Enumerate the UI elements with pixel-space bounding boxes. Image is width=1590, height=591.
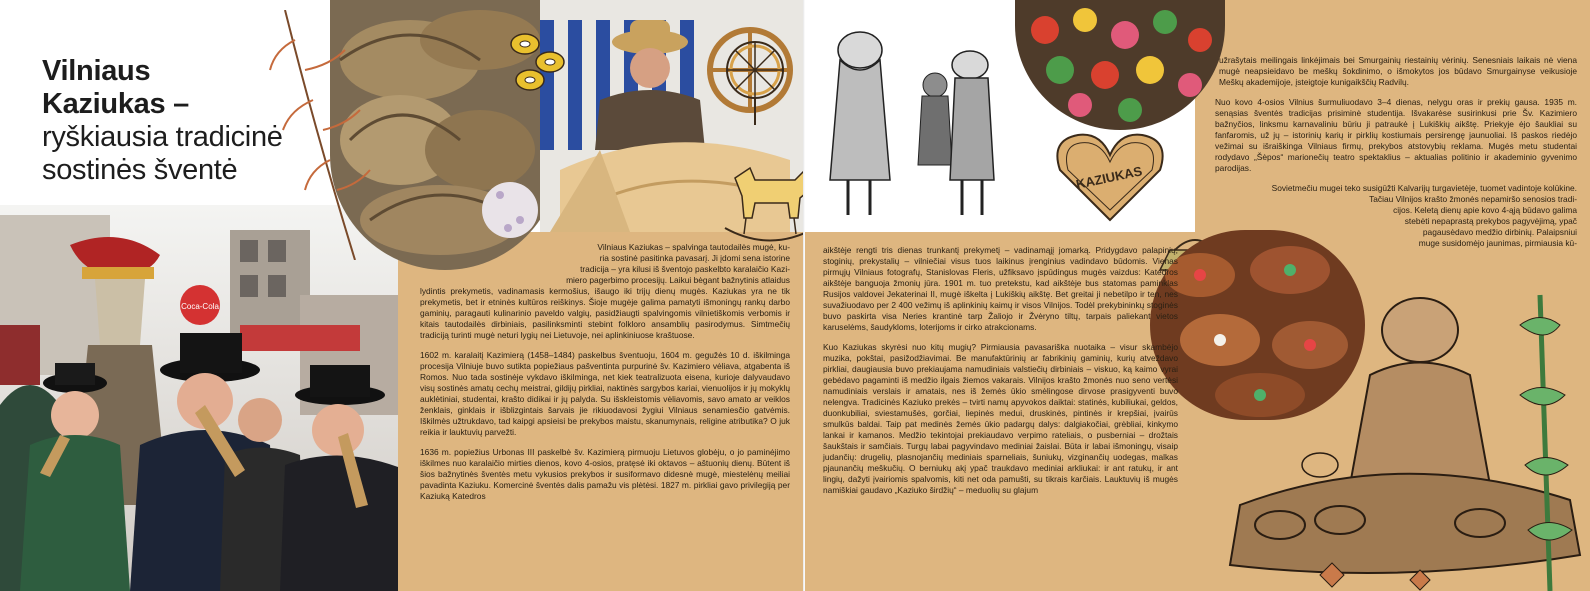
history-paragraph: 1602 m. karalaitį Kazimierą (1458–1484) paskelbus šventuoju, 1604 m. gegužės 10 d. iškilminga procesija Vilniuje buvo sutikta popiežiaus pašventinta purpurinė šv. Kazimiero vėliava, atgabenta iš Romos. Nuo tada sostinėje vykdavo iškilminga, net kiek teatralizuota eisena, kurioje dalyvaudavo visų sostinės amatų cechų meistrai, gildijų pirkliai, naktinės sargybos kariai, vienuolijos ir jų mokyklų auklėtiniai, studentai, krašto didikai ir jų palyda. Su išskleistomis vėliavomis, savo amato ar veiklos ženklais, ginklais ir išblizgintais šarvais jie rikiuodavosi žygiui Vilniaus senamiesčio gatvėmis. Iškilmės užtrukdavo, tad kaipgi apsieisi be prekybos maistu, skanumynais, religine atributika? O juk reikia ir lauktuvių parvežti. — [420, 350, 790, 437]
procession-photo-image — [0, 205, 398, 591]
bagels-sketch — [500, 22, 580, 102]
intro-line-1: Vilniaus Kaziukas – spalvinga tautodailės mugė, ku- — [597, 242, 790, 252]
intro-line-4: miero pagerbimo procesijų. Laikui bėgant bažnytinis atlaidus — [566, 275, 790, 285]
right-page — [805, 0, 1590, 591]
soviet-line-5: pagausėdavo medžio dirbinių. Palaipsniui — [1422, 227, 1577, 237]
spinning-wheel-sketch — [720, 35, 790, 125]
soviet-line-3: cijos. Keletą dienų apie kovo 4-ąją būdavo galima — [1393, 205, 1577, 215]
heart-label: KAZIUKAS — [1074, 163, 1144, 192]
soviet-line-1: Sovietmečiu mugei teko susigūžti Kalvarijų turgavietėje, tuomet vadintoje kolūkine. — [1271, 183, 1577, 193]
bears-paragraph: užrašytais meilingais linkėjimais bei Smurgainių riestainių vėrinių. Senesniais laikais nė viena mugė neapsieidavo be meškų šokdinimo, o išmokytos jos būdavo Smurgainyse veikusioje Meškų akademijoje, įsteigtoje kunigaikščių Radvilų. — [1219, 55, 1577, 87]
kaziukas-heart-sketch — [1050, 130, 1170, 225]
poster-label: Coca-Cola — [181, 302, 219, 311]
right-column-text — [1215, 55, 1577, 249]
soviet-line-6: muge susidomėjo jaunimas, pirmiausia kū- — [1418, 238, 1577, 248]
title-line-2: Kaziukas – — [42, 88, 189, 120]
jomarkas-paragraph: aikštėje rengti tris dienas trunkantį prekymetį – vadinamąjį jomarką. Pridygdavo palapinių, stoginių, prekystalių – vilniečiai visus tuos laikinus įrenginius vadindavo būdomis. Vienas pirmųjų Vilniaus fotografų, Stanislovas Fleris, užfiksavo įspūdingus mugės vaizdus: Katedros aikštėje banguoja žmonių jūra. 1901 m. tuo pretekstu, kad aikštėje bus statomas paminklas Rusijos valdovei Jekaterinai II, mugė iškelta į Lukiškių aikštę. Bet greitai ji nebetilpo ir ten, nes suvažiuodavo per 2 400 vežimų iš aplinkinių kaimų ir visos Vilnijos. Todėl prekybininkų stoginės buvo paskirta visa Neries krantinė tarp Žaliojo ir Žvėryno tiltų, tarpais paliekant vietos karuselėms, šaudykloms, loterijoms ir cirko atrakcionams. — [823, 245, 1178, 332]
intro-line-2: ria sostinė pasitinka pavasarį. Ji įdomi sena istorine — [599, 253, 790, 263]
title-line-4: sostinės šventė — [42, 154, 238, 186]
girls-walking-sketch — [810, 30, 1010, 220]
soviet-line-4: stebėti nepaprastą prekybos pagyvėjimą, ypač — [1404, 216, 1577, 226]
differences-paragraph: Kuo Kaziukas skyrėsi nuo kitų mugių? Pirmiausia pavasariška nuotaika – visur skambėjo muzika, pokštai, pasižodžiavimai. Be manufaktūrinių ar fabrikinių gaminių, kurių atveždavo pirkliai, daugiausia buvo prekiaujama namudiniais valstiečių dirbiniais – viskuo, ką kaimo vyrai gebėdavo pagaminti iš medžio ilgais žiemos vakarais. Vilnijos krašto žmonės nuo seno vertėsi namudiniais verslais ir amatais, nes iš žemės ūkio smėlingose dirvose prasigyventi buvo nelengva. Tradicinės Kaziuko prekės – tvirti namų apyvokos daiktai: statinės, kubiliukai, geldos, duonkubiliai, sviestamušės, gorčiai, liepinės medui, druskinės, pintinės ir krepšiai, įvairūs smulkūs baldai. Taip pat medinės žemės ūkio padargų dalys: dalgiakočiai, grėbliai, kinkymo lankai ir kamanos. Medžio tekintojai prekiaudavo verpimo rateliais, o pusberniai – drožtais šaukštais ir samčiais. Turgų labai pagyvindavo mediniai žaislai. Būta ir labai išmoningų, visaip judančių: drugelių, plasnojančių mediniais sparneliais, šuniukų, vizginančių uodegas, malkas pjaunančių meškučių. O berniukų akį ypač traukdavo mediniai arkliukai: ir ant ratukų, ir ant lingių, dažyti įvairiomis spalvomis, kiti net oda pamušti, su tikrais karčiais. Lauktuvių iš mugės namiškiai gaudavo „Kaziuko širdžių“ – meduolių su glajum — [823, 342, 1178, 495]
students-paragraph: Nuo kovo 4-osios Vilnius šurmuliuodavo 3–4 dienas, nelygu oras ir prekių gausa. 1935 m. senąsias šventės tradicijas prisiminė studentija. Išvakarėse susirinkusi prie Šv. Kazimiero bažnyčios, linksmu karnavaliniu būriu ji patraukė į Lukiškių aikštę. Priekyje ėjo šaukliai su fanfaromis, už jų – istorinių karių ir pirklių kostiumais persirengę jaunuoliai. Iš paskos riedėjo vežimai su išraiškinga Vilniaus firmų, prekybos atstovybių reklama. Mugės metu studentai rodydavo „Šėpos“ marionečių teatro spektaklius – aktualias politinio ir akademinio gyvenimo parodijas. — [1215, 97, 1577, 173]
middle-column-text — [823, 245, 1178, 505]
soviet-line-2: Tačiau Vilnijos krašto žmonės nepamiršo senosios tradi- — [1369, 194, 1577, 204]
intro-line-3: tradicija – yra kilusi iš šventojo paskelbto karalaičio Kazi- — [580, 264, 790, 274]
title-line-3: ryškiausia tradicinė — [42, 121, 283, 153]
seller-woman-sketch — [1220, 285, 1590, 591]
intro-paragraph: lydintis prekymetis, vadinamasis kermošius, išaugo iki trijų dienų mugės. Kaziukas yra ne tik prekymetis, bet ir etninės kultūros reiškinys. Šioje mugėje galima pamatyti išmoningų rankų darbo gaminių, paragauti kulinarinio paveldo valgių, pasidžiaugti spalvingomis vilnietiškomis verbomis ir kitais tautodailės dirbiniais, pasilinksminti stebint folkloro ansamblių pasirodymus. Simtmečių tradiciją turinti mugė neturi lygių nei Lietuvoje, nei aplinkiniuose kraštuose. — [420, 286, 790, 340]
title-line-1: Vilniaus — [42, 55, 151, 87]
pope-paragraph: 1636 m. popiežius Urbonas III paskelbė šv. Kazimierą pirmuoju Lietuvos globėju, o jo paminėjimo iškilmes nuo karalaičio mirties dienos, kovo 4-osios, pratęsė iki oktavos – aštuonių dienų. Būtent iš šios bažnytinės šventės metu vykusios prekybos ir susiformavo didesnė mugė, miestelėnų meiliai pavadinta Kaziuku. Komercinė šventės dalis pamažu vis plėtėsi. 1827 m. pirkliai gavo privilegiją per Kaziuką Katedros — [420, 447, 790, 501]
procession-photo — [0, 205, 398, 591]
verbos-photo — [1015, 0, 1225, 130]
verbos-photo-image — [1015, 0, 1225, 130]
left-page-body-text — [420, 242, 790, 511]
article-title — [42, 55, 322, 187]
